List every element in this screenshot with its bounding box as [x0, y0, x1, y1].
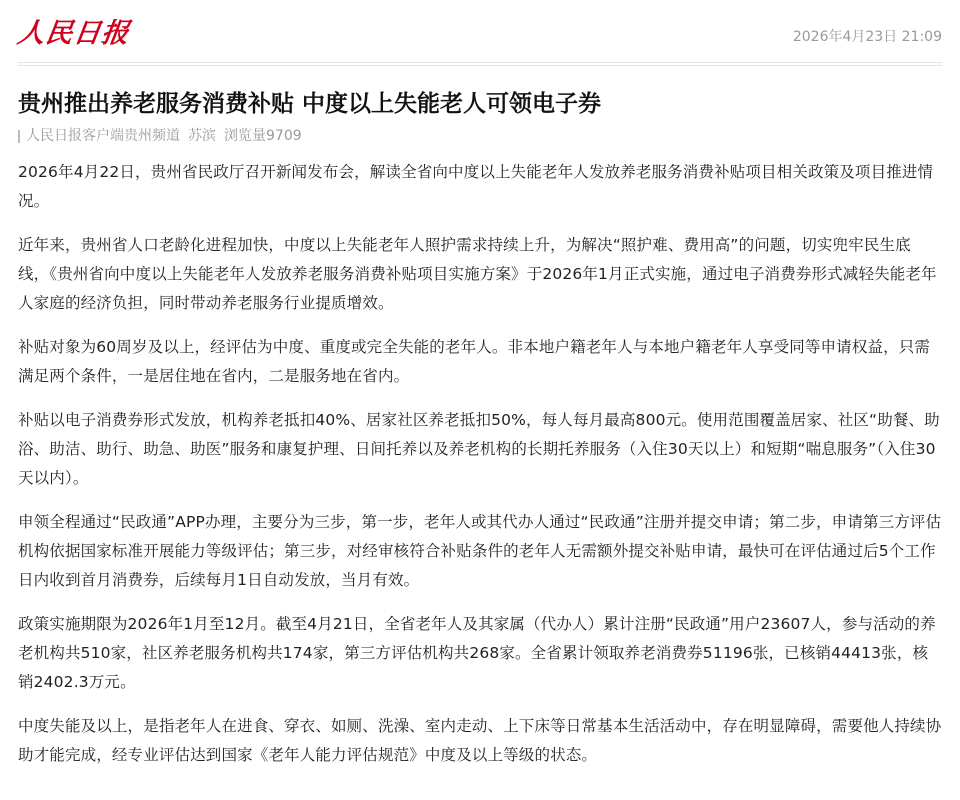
article-body — [18, 158, 942, 770]
article-paragraph: 补贴对象为60周岁及以上，经评估为中度、重度或完全失能的老年人。非本地户籍老年人与本地户籍老年人享受同等申请权益，只需满足两个条件，一是居住地在省内，二是服务地在省内。 — [18, 338, 931, 385]
article-source: 人民日报客户端贵州频道 — [26, 128, 180, 144]
article-title: 贵州推出养老服务消费补贴 中度以上失能老人可领电子券 — [18, 91, 602, 117]
article-paragraph: 补贴以电子消费券形式发放，机构养老抵扣40%、居家社区养老抵扣50%，每人每月最高800元。使用范围覆盖居家、社区“助餐、助浴、助洁、助行、助急、助医”服务和康复护理、日间托养以及养老机构的长期托养服务（入住30天以上）和短期“喘息服务”（入住30天以内）。 — [18, 411, 940, 487]
article-paragraph: 政策实施期限为2026年1月至12月。截至4月21日，全省老年人及其家属（代办人）累计注册“民政通”用户23607人，参与活动的养老机构共510家，社区养老服务机构共174家，第三方评估机构共268家。全省累计领取养老消费券51196张，已核销44413张，核销2402.3万元。 — [18, 615, 936, 691]
peoples-daily-logo[interactable]: 人民日报 — [15, 17, 132, 49]
page-header — [15, 0, 942, 66]
article-views: 浏览量9709 — [224, 128, 302, 144]
meta-divider-bar — [18, 130, 20, 143]
article-paragraph: 中度失能及以上，是指老年人在进食、穿衣、如厕、洗澡、室内走动、上下床等日常基本生活活动中，存在明显障碍，需要他人持续协助才能完成，经专业评估达到国家《老年人能力评估规范》中度及以上等级的状态。 — [18, 717, 942, 764]
publish-datetime: 2026年4月23日 21:09 — [792, 29, 942, 45]
article-author: 苏滨 — [188, 128, 216, 144]
article-paragraph: 申领全程通过“民政通”APP办理，主要分为三步，第一步，老年人或其代办人通过“民政通”注册并提交申请；第二步，申请第三方评估机构依据国家标准开展能力等级评估；第三步，对经审核符合补贴条件的老年人无需额外提交补贴申请，最快可在评估通过后5个工作日内收到首月消费券，后续每月1日自动发放，当月有效。 — [18, 513, 942, 589]
article-meta — [18, 126, 942, 146]
article-paragraph: 2026年4月22日，贵州省民政厅召开新闻发布会，解读全省向中度以上失能老年人发放养老服务消费补贴项目相关政策及项目推进情况。 — [18, 163, 934, 210]
article-paragraph: 近年来，贵州省人口老龄化进程加快，中度以上失能老年人照护需求持续上升，为解决“照护难、费用高”的问题，切实兜牢民生底线，《贵州省向中度以上失能老年人发放养老服务消费补贴项目实施方案》于2026年1月正式实施，通过电子消费券形式减轻失能老年人家庭的经济负担，同时带动养老服务行业提质增效。 — [18, 236, 937, 312]
